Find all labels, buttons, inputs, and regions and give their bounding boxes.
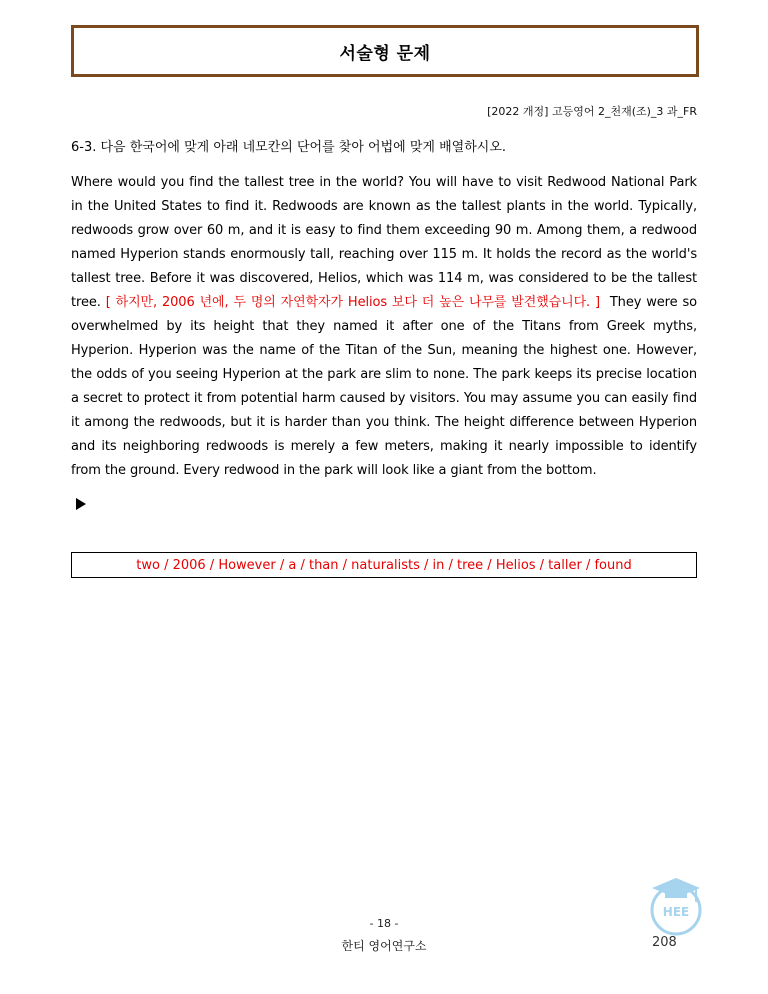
answer-arrow-icon — [76, 498, 86, 510]
word-bank-text: two / 2006 / However / a / than / naturalists / in / tree / Helios / taller / found — [136, 557, 632, 573]
passage-text-before: Where would you find the tallest tree in the world? You will have to visit Redwood National Park in the United States to find it. Redwoods are known as the tallest plants in the world. Typically, redwoods grow over 60 m, and it is easy to find them exceeding 90 m. Among them, a redwood named Hyperion stands enormously tall, reaching over 115 m. It holds the record as the world's tallest tree. Before it was discovered, Helios, which was 114 m, was considered to be the tallest tree. — [71, 175, 697, 310]
hee-logo-icon — [646, 872, 706, 938]
logo-text: HEE — [662, 905, 690, 919]
page-number: - 18 - — [369, 917, 399, 930]
page-title: 서술형 문제 — [339, 43, 431, 64]
title-box — [71, 25, 699, 77]
question-prompt: 6-3. 다음 한국어에 맞게 아래 네모칸의 단어를 찾아 어법에 맞게 배열하시오. — [71, 140, 507, 155]
reading-passage — [71, 171, 697, 483]
passage-text-after: They were so overwhelmed by its height that they named it after one of the Titans from Greek myths, Hyperion. Hyperion was the name of the Titan of the Sun, meaning the highest one. However, the odds of you seeing Hyperion at the park are slim to none. The park keeps its precise location a secret to protect it from potential harm caused by visitors. You may assume you can easily find it among the redwoods, but it is harder than you think. The height difference between Hyperion and its neighboring redwoods is merely a few meters, making it nearly impossible to identify from the ground. Every redwood in the park will look like a giant from the bottom. — [71, 295, 697, 478]
source-label: [2022 개정] 고등영어 2_천재(조)_3 과_FR — [487, 105, 697, 118]
word-bank-box — [71, 552, 697, 578]
korean-translation-prompt: [ 하지만, 2006 년에, 두 명의 자연학자가 Helios 보다 더 높은 나무를 발견했습니다. ] — [105, 295, 600, 310]
footer-organization: 한티 영어연구소 — [341, 939, 427, 953]
footer-page-count: 208 — [652, 935, 677, 950]
